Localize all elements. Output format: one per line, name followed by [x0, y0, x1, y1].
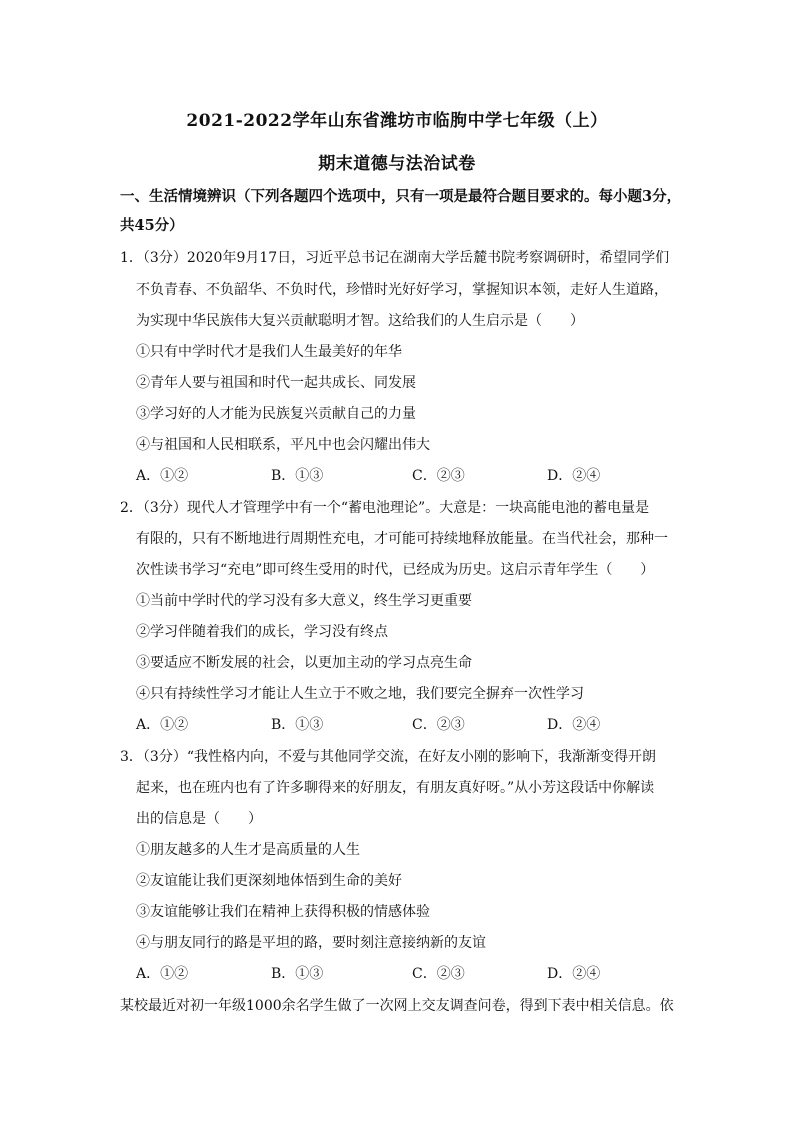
option-b[interactable]: B．①③: [271, 468, 324, 484]
statement: ③友谊能够让我们在精神上获得积极的情感体验: [136, 904, 430, 920]
exam-subtitle: 期末道德与法治试卷: [318, 154, 476, 174]
statement: ③要适应不断发展的社会，以更加主动的学习点亮生命: [136, 655, 472, 671]
statement: ①朋友越多的人生才是高质量的人生: [136, 842, 360, 858]
statement: ③学习好的人才能为民族复兴贡献自己的力量: [136, 406, 416, 422]
question-stem: 不负青春、不负韶华、不负时代，珍惜时光好好学习，掌握知识本领，走好人生道路，: [136, 282, 668, 298]
question-stem: 起来，也在班内也有了许多聊得来的好朋友，有朋友真好呀。”从小芳这段话中你解读: [136, 780, 655, 796]
question-stem: 出的信息是（ ）: [136, 811, 262, 827]
option-b[interactable]: B．①③: [271, 966, 324, 982]
question-stem: 次性读书学习“充电”即可终生受用的时代，已经成为历史。这启示青年学生（ ）: [136, 562, 655, 578]
option-c[interactable]: C．②③: [412, 468, 465, 484]
question-stem: 有限的，只有不断地进行周期性充电，才可能可持续地释放能量。在当代社会，那种一: [136, 531, 668, 547]
statement: ④只有持续性学习才能让人生立于不败之地，我们要完全摒弃一次性学习: [136, 686, 584, 702]
exam-title: 2021-2022学年山东省潍坊市临朐中学七年级（上）: [186, 111, 608, 131]
option-d[interactable]: D．②④: [547, 468, 601, 484]
option-c[interactable]: C．②③: [412, 717, 465, 733]
section-heading-continued: 共45分）: [120, 217, 184, 234]
survey-intro-text: 某校最近对初一年级1000余名学生做了一次网上交友调查问卷，得到下表中相关信息。依: [120, 998, 674, 1014]
option-a[interactable]: A．①②: [136, 468, 189, 484]
statement: ①只有中学时代才是我们人生最美好的年华: [136, 344, 402, 360]
option-d[interactable]: D．②④: [547, 966, 601, 982]
statement: ②青年人要与祖国和时代一起共成长、同发展: [136, 375, 416, 391]
option-c[interactable]: C．②③: [412, 966, 465, 982]
statement: ④与朋友同行的路是平坦的路，要时刻注意接纳新的友谊: [136, 935, 486, 951]
statement: ②友谊能让我们更深刻地体悟到生命的美好: [136, 873, 402, 889]
section-heading: 一、生活情境辨识（下列各题四个选项中，只有一项是最符合题目要求的。每小题3分，: [120, 188, 682, 205]
option-b[interactable]: B．①③: [271, 717, 324, 733]
question-stem: 为实现中华民族伟大复兴贡献聪明才智。这给我们的人生启示是（ ）: [136, 313, 584, 329]
option-a[interactable]: A．①②: [136, 966, 189, 982]
question-stem: 2．（3分）现代人才管理学中有一个“蓄电池理论”。大意是：一块高能电池的蓄电量是: [120, 500, 650, 516]
question-stem: 1．（3分）2020年9月17日，习近平总书记在湖南大学岳麓书院考察调研时，希望同学们: [120, 250, 670, 266]
option-a[interactable]: A．①②: [136, 717, 189, 733]
statement: ④与祖国和人民相联系，平凡中也会闪耀出伟大: [136, 437, 430, 453]
question-stem: 3．（3分）“我性格内向，不爱与其他同学交流，在好友小刚的影响下，我渐渐变得开朗: [120, 749, 656, 765]
statement: ①当前中学时代的学习没有多大意义，终生学习更重要: [136, 593, 472, 609]
option-d[interactable]: D．②④: [547, 717, 601, 733]
statement: ②学习伴随着我们的成长，学习没有终点: [136, 624, 388, 640]
